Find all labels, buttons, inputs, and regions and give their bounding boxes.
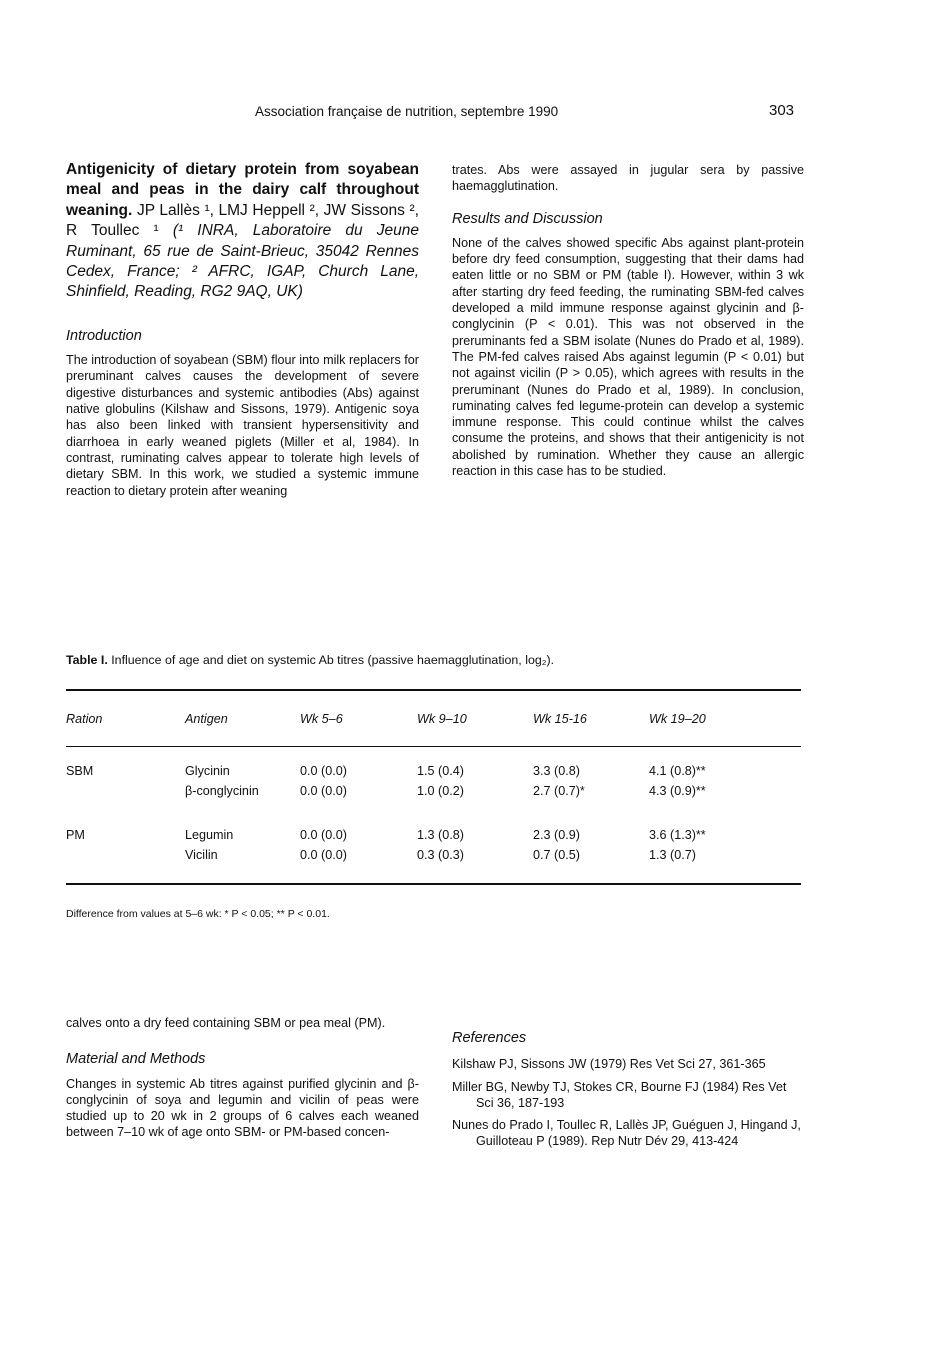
- cell: 0.0 (0.0): [300, 764, 347, 778]
- left-column-bottom: [66, 1015, 419, 1141]
- cell: 3.6 (1.3)**: [649, 828, 706, 842]
- cell: [66, 781, 185, 801]
- cell: 4.1 (0.8)**: [649, 764, 706, 778]
- table-header-row: [66, 691, 801, 747]
- cell: SBM: [66, 764, 94, 778]
- cell: 0.0 (0.0): [300, 784, 347, 798]
- running-header: Association française de nutrition, septembre 1990: [255, 104, 559, 119]
- titre-table: [66, 691, 801, 865]
- header-ration: Ration: [66, 712, 103, 726]
- results-heading: Results and Discussion: [452, 210, 603, 227]
- abstract-title: Antigenicity of dietary protein from soyabean meal and peas in the dairy calf throughout weaning.: [66, 161, 419, 219]
- cell: β-conglycinin: [185, 784, 259, 798]
- right-column-top: [452, 162, 804, 479]
- cell: 1.0 (0.2): [417, 784, 464, 798]
- table-row: [66, 825, 801, 845]
- cell: Legumin: [185, 828, 234, 842]
- abstract-title-block: [66, 160, 419, 303]
- table-footnote: Difference from values at 5–6 wk: * P < 0.05; ** P < 0.01.: [66, 908, 330, 920]
- reference-item: Kilshaw PJ, Sissons JW (1979) Res Vet Sci 27, 361-365: [452, 1057, 766, 1072]
- cell: 1.5 (0.4): [417, 764, 464, 778]
- cell: PM: [66, 828, 85, 842]
- table-rule-bottom: [66, 883, 801, 885]
- header-wk19-20: Wk 19–20: [649, 712, 706, 726]
- table-label: Table I.: [66, 653, 108, 667]
- cell: [66, 845, 185, 865]
- abstract-authors: JP Lallès ¹, LMJ Heppell ², JW Sissons ², R Toullec ¹: [66, 201, 419, 240]
- methods-text: Changes in systemic Ab titres against purified glycinin and β-conglycinin of soya and legumin and vicilin of peas were studied up to 20 wk in 2 groups of 6 calves each weaned between 7–10 wk of age onto SBM- or PM-based concen-: [66, 1076, 419, 1140]
- left-column-top: [66, 160, 419, 499]
- header-wk5-6: Wk 5–6: [300, 712, 343, 726]
- table-row: [66, 781, 801, 801]
- references-heading: References: [452, 1030, 527, 1046]
- cell: 2.7 (0.7)*: [533, 784, 585, 798]
- cell: 0.0 (0.0): [300, 848, 347, 862]
- header-wk9-10: Wk 9–10: [417, 712, 467, 726]
- page-number: 303: [769, 102, 795, 119]
- header-antigen: Antigen: [185, 712, 228, 726]
- table-caption-text: Influence of age and diet on systemic Ab titres (passive haemagglutination, log₂).: [111, 653, 555, 667]
- table-row: [66, 845, 801, 865]
- results-text: None of the calves showed specific Abs against plant-protein before dry feed consumption, suggesting that their dams had eaten little or no SBM or PM (table I). However, within 3 wk after starting dry feed feeding, the ruminating SBM-fed calves developed a mild immune response against glycinin and β-conglycinin (P < 0.01). This was not observed in the preruminants fed a SBM isolate (Nunes do Prado et al, 1989). The PM-fed calves raised Abs against legumin (P < 0.01) but not against vicilin (P > 0.05), which agrees with results in the preruminant (Nunes do Prado et al, 1989). In conclusion, ruminating calves fed legume-protein can develop a systemic immune response. This could continue whilst the calves consume the proteins, and shows that their antigenicity is not abolished by rumination. Whether they cause an allergic reaction in this case has to be studied.: [452, 235, 804, 479]
- cell: 0.7 (0.5): [533, 848, 580, 862]
- cell: Glycinin: [185, 764, 230, 778]
- cell: 1.3 (0.8): [417, 828, 464, 842]
- references-section: [452, 1030, 804, 1156]
- table-caption: [66, 653, 554, 667]
- cell: 2.3 (0.9): [533, 828, 580, 842]
- introduction-text: The introduction of soyabean (SBM) flour into milk replacers for preruminant calves causes the development of severe digestive disturbances and systemic antibodies (Abs) against native globulins (Kilshaw and Sissons, 1979). Antigenic soya has also been linked with transient hypersensitivity and diarrhoea in early weaned piglets (Miller et al, 1984). In contrast, ruminating calves appear to tolerate high levels of dietary SBM. In this work, we studied a systemic immune reaction to dietary protein after weaning: [66, 353, 419, 498]
- introduction-heading: Introduction: [66, 327, 142, 344]
- introduction-continuation: calves onto a dry feed containing SBM or pea meal (PM).: [66, 1016, 386, 1030]
- cell: 0.0 (0.0): [300, 828, 347, 842]
- abstract-affiliations: (¹ INRA, Laboratoire du Jeune Ruminant, 65 rue de Saint-Brieuc, 35042 Rennes Cedex, France; ² AFRC, IGAP, Church Lane, Shinfield, Reading, RG2 9AQ, UK): [66, 222, 420, 301]
- methods-heading: Material and Methods: [66, 1051, 206, 1068]
- cell: Vicilin: [185, 848, 218, 862]
- reference-item: Miller BG, Newby TJ, Stokes CR, Bourne FJ (1984) Res Vet Sci 36, 187-193: [452, 1079, 787, 1110]
- cell: 0.3 (0.3): [417, 848, 464, 862]
- cell: 3.3 (0.8): [533, 764, 580, 778]
- cell: 1.3 (0.7): [649, 848, 696, 862]
- methods-continuation: trates. Abs were assayed in jugular sera by passive haemagglutination.: [452, 163, 804, 194]
- reference-item: Nunes do Prado I, Toullec R, Lallès JP, Guéguen J, Hingand J, Guilloteau P (1989). Rep Nutr Dév 29, 413-424: [452, 1118, 801, 1149]
- table-row: [66, 761, 801, 781]
- cell: 4.3 (0.9)**: [649, 784, 706, 798]
- header-wk15-16: Wk 15-16: [533, 712, 587, 726]
